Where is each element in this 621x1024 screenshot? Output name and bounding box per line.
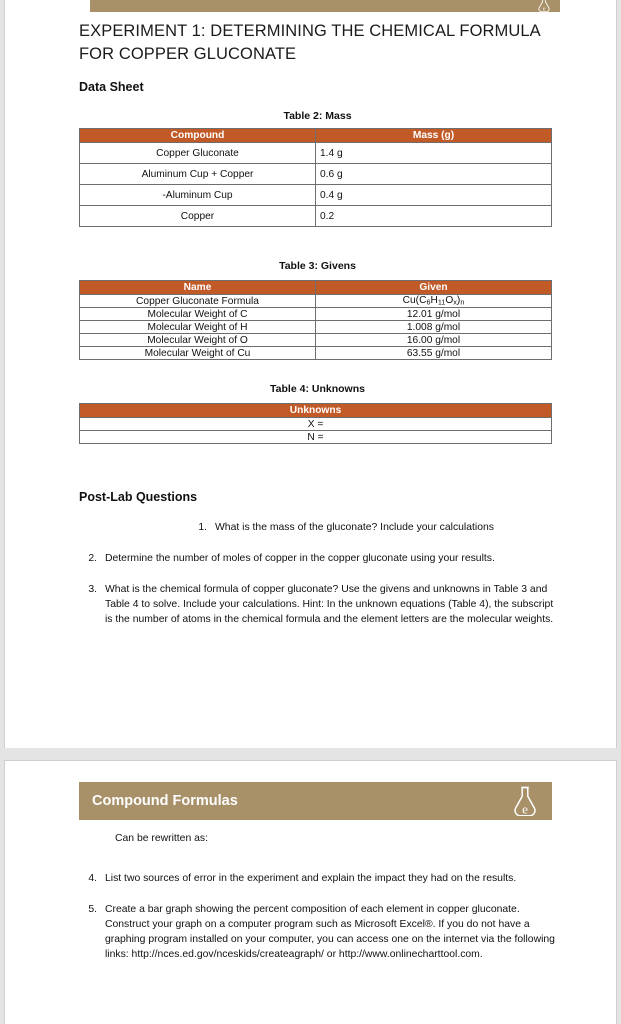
flask-icon bbox=[512, 786, 538, 816]
question-number: 1. bbox=[198, 522, 207, 533]
table-row bbox=[80, 295, 552, 308]
table3-col-name: Name bbox=[80, 281, 316, 295]
table-header-row bbox=[80, 129, 552, 143]
table-row bbox=[80, 431, 552, 444]
page-top-banner bbox=[90, 0, 560, 12]
question-number: 2. bbox=[88, 553, 97, 565]
compound-formulas-banner bbox=[79, 782, 552, 820]
table-header-row bbox=[80, 281, 552, 295]
svg-text:e: e bbox=[522, 801, 528, 816]
document-page-1 bbox=[4, 0, 617, 749]
table4-cell-n: N = bbox=[80, 431, 552, 444]
post-lab-question-list bbox=[79, 520, 556, 627]
table-row bbox=[80, 334, 552, 347]
page2-question-list bbox=[79, 871, 556, 962]
table3-caption: Table 3: Givens bbox=[279, 260, 356, 272]
table3-cell-name: Molecular Weight of C bbox=[80, 308, 316, 321]
question-number: 5. bbox=[88, 904, 97, 916]
list-item bbox=[79, 902, 556, 962]
table3-cell-name: Molecular Weight of Cu bbox=[80, 347, 316, 360]
list-item bbox=[189, 520, 556, 535]
list-item bbox=[79, 551, 556, 566]
svg-text:e: e bbox=[542, 6, 546, 12]
table2-cell-value: 0.2 bbox=[316, 206, 552, 227]
table3-cell-value: 63.55 g/mol bbox=[316, 347, 552, 360]
table3-cell-value: 16.00 g/mol bbox=[316, 334, 552, 347]
table2-caption: Table 2: Mass bbox=[283, 110, 352, 122]
table2-col-mass: Mass (g) bbox=[316, 129, 552, 143]
table3-cell-name: Molecular Weight of H bbox=[80, 321, 316, 334]
data-sheet-heading: Data Sheet bbox=[79, 80, 144, 94]
table2-cell-value: 1.4 g bbox=[316, 143, 552, 164]
post-lab-heading: Post-Lab Questions bbox=[79, 490, 198, 504]
document-page-2 bbox=[4, 760, 617, 1024]
table2-col-compound: Compound bbox=[80, 129, 316, 143]
list-item bbox=[79, 871, 556, 886]
table3-cell-name: Molecular Weight of O bbox=[80, 334, 316, 347]
table2-cell-value: 0.6 g bbox=[316, 164, 552, 185]
table2-cell-value: 0.4 g bbox=[316, 185, 552, 206]
question-number: 4. bbox=[88, 873, 97, 884]
rewritten-as-label: Can be rewritten as: bbox=[115, 833, 208, 844]
table-header-row bbox=[80, 404, 552, 418]
table-givens bbox=[79, 280, 552, 360]
question-text: Create a bar graph showing the percent composition of each element in copper gluconate. Construct your graph on a computer program such as Microsoft Excel®. If you do not have a graphing program installed on your computer, you can access one on the internet via the following links: http://nces.ed.gov/nceskids/createagraph/ or http://www.onlinecharttool.com. bbox=[105, 904, 555, 961]
compound-formulas-title: Compound Formulas bbox=[92, 793, 238, 809]
table-row bbox=[80, 206, 552, 227]
page-title: EXPERIMENT 1: DETERMINING THE CHEMICAL FORMULA FOR COPPER GLUCONATE bbox=[79, 22, 540, 63]
table3-cell-value: 12.01 g/mol bbox=[316, 308, 552, 321]
question-number: 3. bbox=[88, 584, 97, 596]
table3-cell-value: 1.008 g/mol bbox=[316, 321, 552, 334]
table-row bbox=[80, 143, 552, 164]
table3-col-given: Given bbox=[316, 281, 552, 295]
table4-caption: Table 4: Unknowns bbox=[270, 383, 365, 395]
table-row bbox=[80, 347, 552, 360]
table-mass bbox=[79, 128, 552, 227]
question-text: What is the chemical formula of copper gluconate? Use the givens and unknowns in Table 3 and Table 4 to solve. Include your calculations. Hint: In the unknown equations (Table 4), the subscript is the number of atoms in the chemical formula and the element letters are the molecular weights. bbox=[105, 584, 554, 626]
flask-icon bbox=[536, 0, 552, 12]
table4-col-unknowns: Unknowns bbox=[80, 404, 552, 418]
table-unknowns bbox=[79, 403, 552, 444]
table4-cell-x: X = bbox=[80, 418, 552, 431]
table2-cell-name: Copper bbox=[80, 206, 316, 227]
table-row bbox=[80, 185, 552, 206]
table2-cell-name: Aluminum Cup + Copper bbox=[80, 164, 316, 185]
table3-cell-name: Copper Gluconate Formula bbox=[80, 295, 316, 308]
question-text: What is the mass of the gluconate? Include your calculations bbox=[215, 522, 494, 533]
question-text: Determine the number of moles of copper in the copper gluconate using your results. bbox=[105, 553, 495, 565]
table-row bbox=[80, 164, 552, 185]
table-row bbox=[80, 418, 552, 431]
question-text: List two sources of error in the experiment and explain the impact they had on the results. bbox=[105, 873, 517, 884]
table-row bbox=[80, 308, 552, 321]
table2-cell-name: Copper Gluconate bbox=[80, 143, 316, 164]
list-item bbox=[79, 582, 556, 627]
table-row bbox=[80, 321, 552, 334]
table3-cell-formula: $Cu(C_6H_{11}O_x)_n$ bbox=[316, 295, 552, 308]
table2-cell-name: -Aluminum Cup bbox=[80, 185, 316, 206]
